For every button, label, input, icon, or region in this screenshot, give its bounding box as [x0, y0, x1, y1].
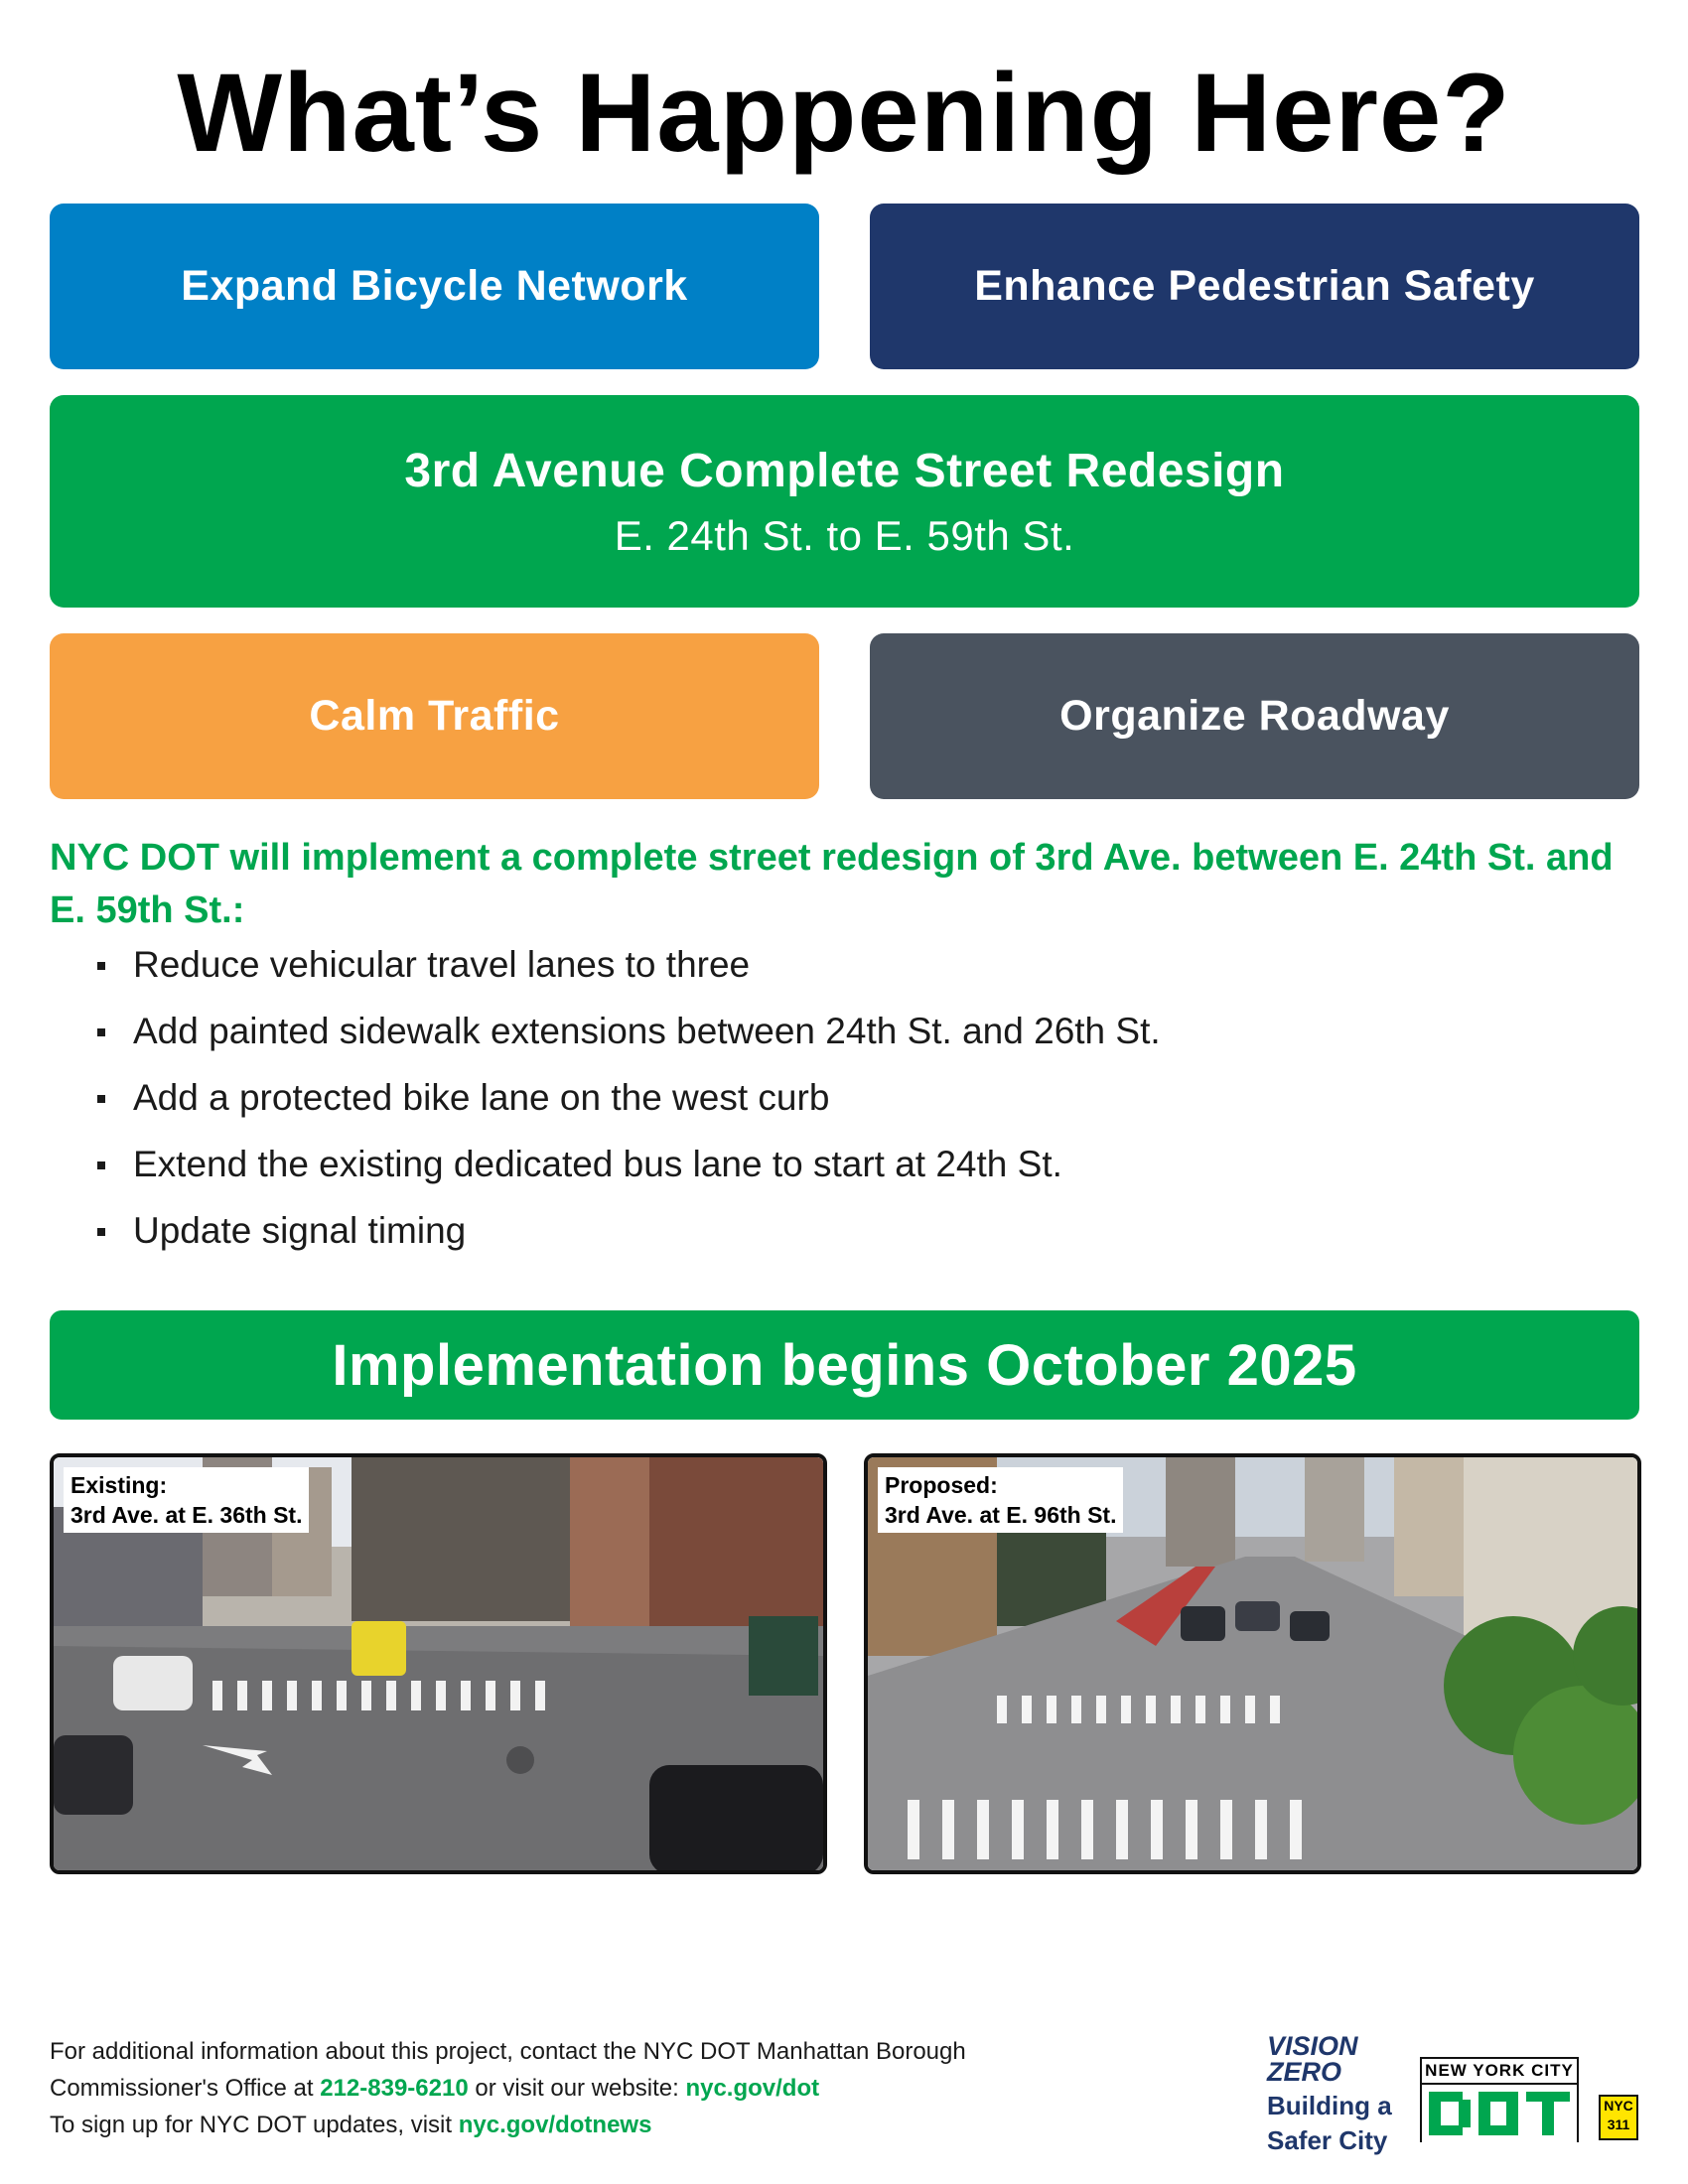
footer-line-1: For additional information about this project, contact the NYC DOT Manhattan Borough	[50, 2038, 966, 2065]
page-title: What’s Happening Here?	[177, 51, 1511, 175]
improvements-list	[95, 945, 1161, 1278]
tile-label: Calm Traffic	[309, 692, 560, 740]
list-item: Reduce vehicular travel lanes to three	[95, 945, 1161, 985]
photo-caption	[878, 1467, 1123, 1533]
dotnews-link[interactable]: nyc.gov/dotnews	[458, 2112, 652, 2138]
tile-organize-roadway	[870, 633, 1639, 799]
list-item: Add painted sidewalk extensions between 24th St. and 26th St.	[95, 1012, 1161, 1051]
nyc-311-logo	[1599, 2095, 1638, 2140]
photo-caption	[64, 1467, 309, 1533]
website-link[interactable]: nyc.gov/dot	[685, 2075, 820, 2102]
vision-zero-tagline: Building a	[1267, 2091, 1392, 2120]
tile-label: Enhance Pedestrian Safety	[974, 262, 1535, 310]
caption-location: 3rd Ave. at E. 36th St.	[70, 1502, 303, 1528]
footer-text: or visit our website:	[468, 2075, 686, 2102]
caption-label: Proposed:	[885, 1472, 998, 1498]
list-item: Update signal timing	[95, 1211, 1161, 1251]
tile-enhance-pedestrian-safety	[870, 204, 1639, 369]
nyc-label: NEW YORK CITY	[1422, 2059, 1577, 2085]
list-item: Extend the existing dedicated bus lane to start at 24th St.	[95, 1145, 1161, 1184]
footer-text: Commissioner's Office at	[50, 2075, 321, 2102]
vision-zero-tagline: Safer City	[1267, 2125, 1388, 2155]
list-item: Add a protected bike lane on the west curb	[95, 1078, 1161, 1118]
tile-project-title	[50, 395, 1639, 608]
project-limits: E. 24th St. to E. 59th St.	[614, 511, 1075, 559]
n311-line: NYC	[1604, 2098, 1633, 2114]
intro-statement: NYC DOT will implement a complete street redesign of 3rd Ave. between E. 24th St. and E. 59th St.:	[50, 837, 1614, 931]
phone-link[interactable]: 212-839-6210	[320, 2075, 469, 2102]
n311-line: 311	[1607, 2116, 1630, 2132]
nyc-dot-logo	[1420, 2057, 1579, 2142]
dot-mark-icon	[1425, 2088, 1574, 2139]
tile-expand-bicycle-network	[50, 204, 819, 369]
project-title: 3rd Avenue Complete Street Redesign	[404, 444, 1285, 497]
vision-zero-logo	[1267, 2031, 1396, 2155]
tile-calm-traffic	[50, 633, 819, 799]
caption-label: Existing:	[70, 1472, 168, 1498]
footer-line-3	[50, 2107, 966, 2143]
vision-zero-wordmark: VISION	[1267, 2031, 1358, 2061]
proposed-street-photo	[864, 1453, 1641, 1874]
dot-mark	[1422, 2085, 1577, 2142]
tile-label: Organize Roadway	[1059, 692, 1450, 740]
implementation-banner: Implementation begins October 2025	[50, 1310, 1639, 1420]
tile-label: Expand Bicycle Network	[181, 262, 688, 310]
footer-text: To sign up for NYC DOT updates, visit	[50, 2112, 459, 2138]
footer-line-2	[50, 2070, 966, 2107]
vision-zero-wordmark: ZERO	[1267, 2057, 1342, 2087]
existing-street-photo	[50, 1453, 827, 1874]
caption-location: 3rd Ave. at E. 96th St.	[885, 1502, 1117, 1528]
contact-footer	[50, 2033, 966, 2143]
